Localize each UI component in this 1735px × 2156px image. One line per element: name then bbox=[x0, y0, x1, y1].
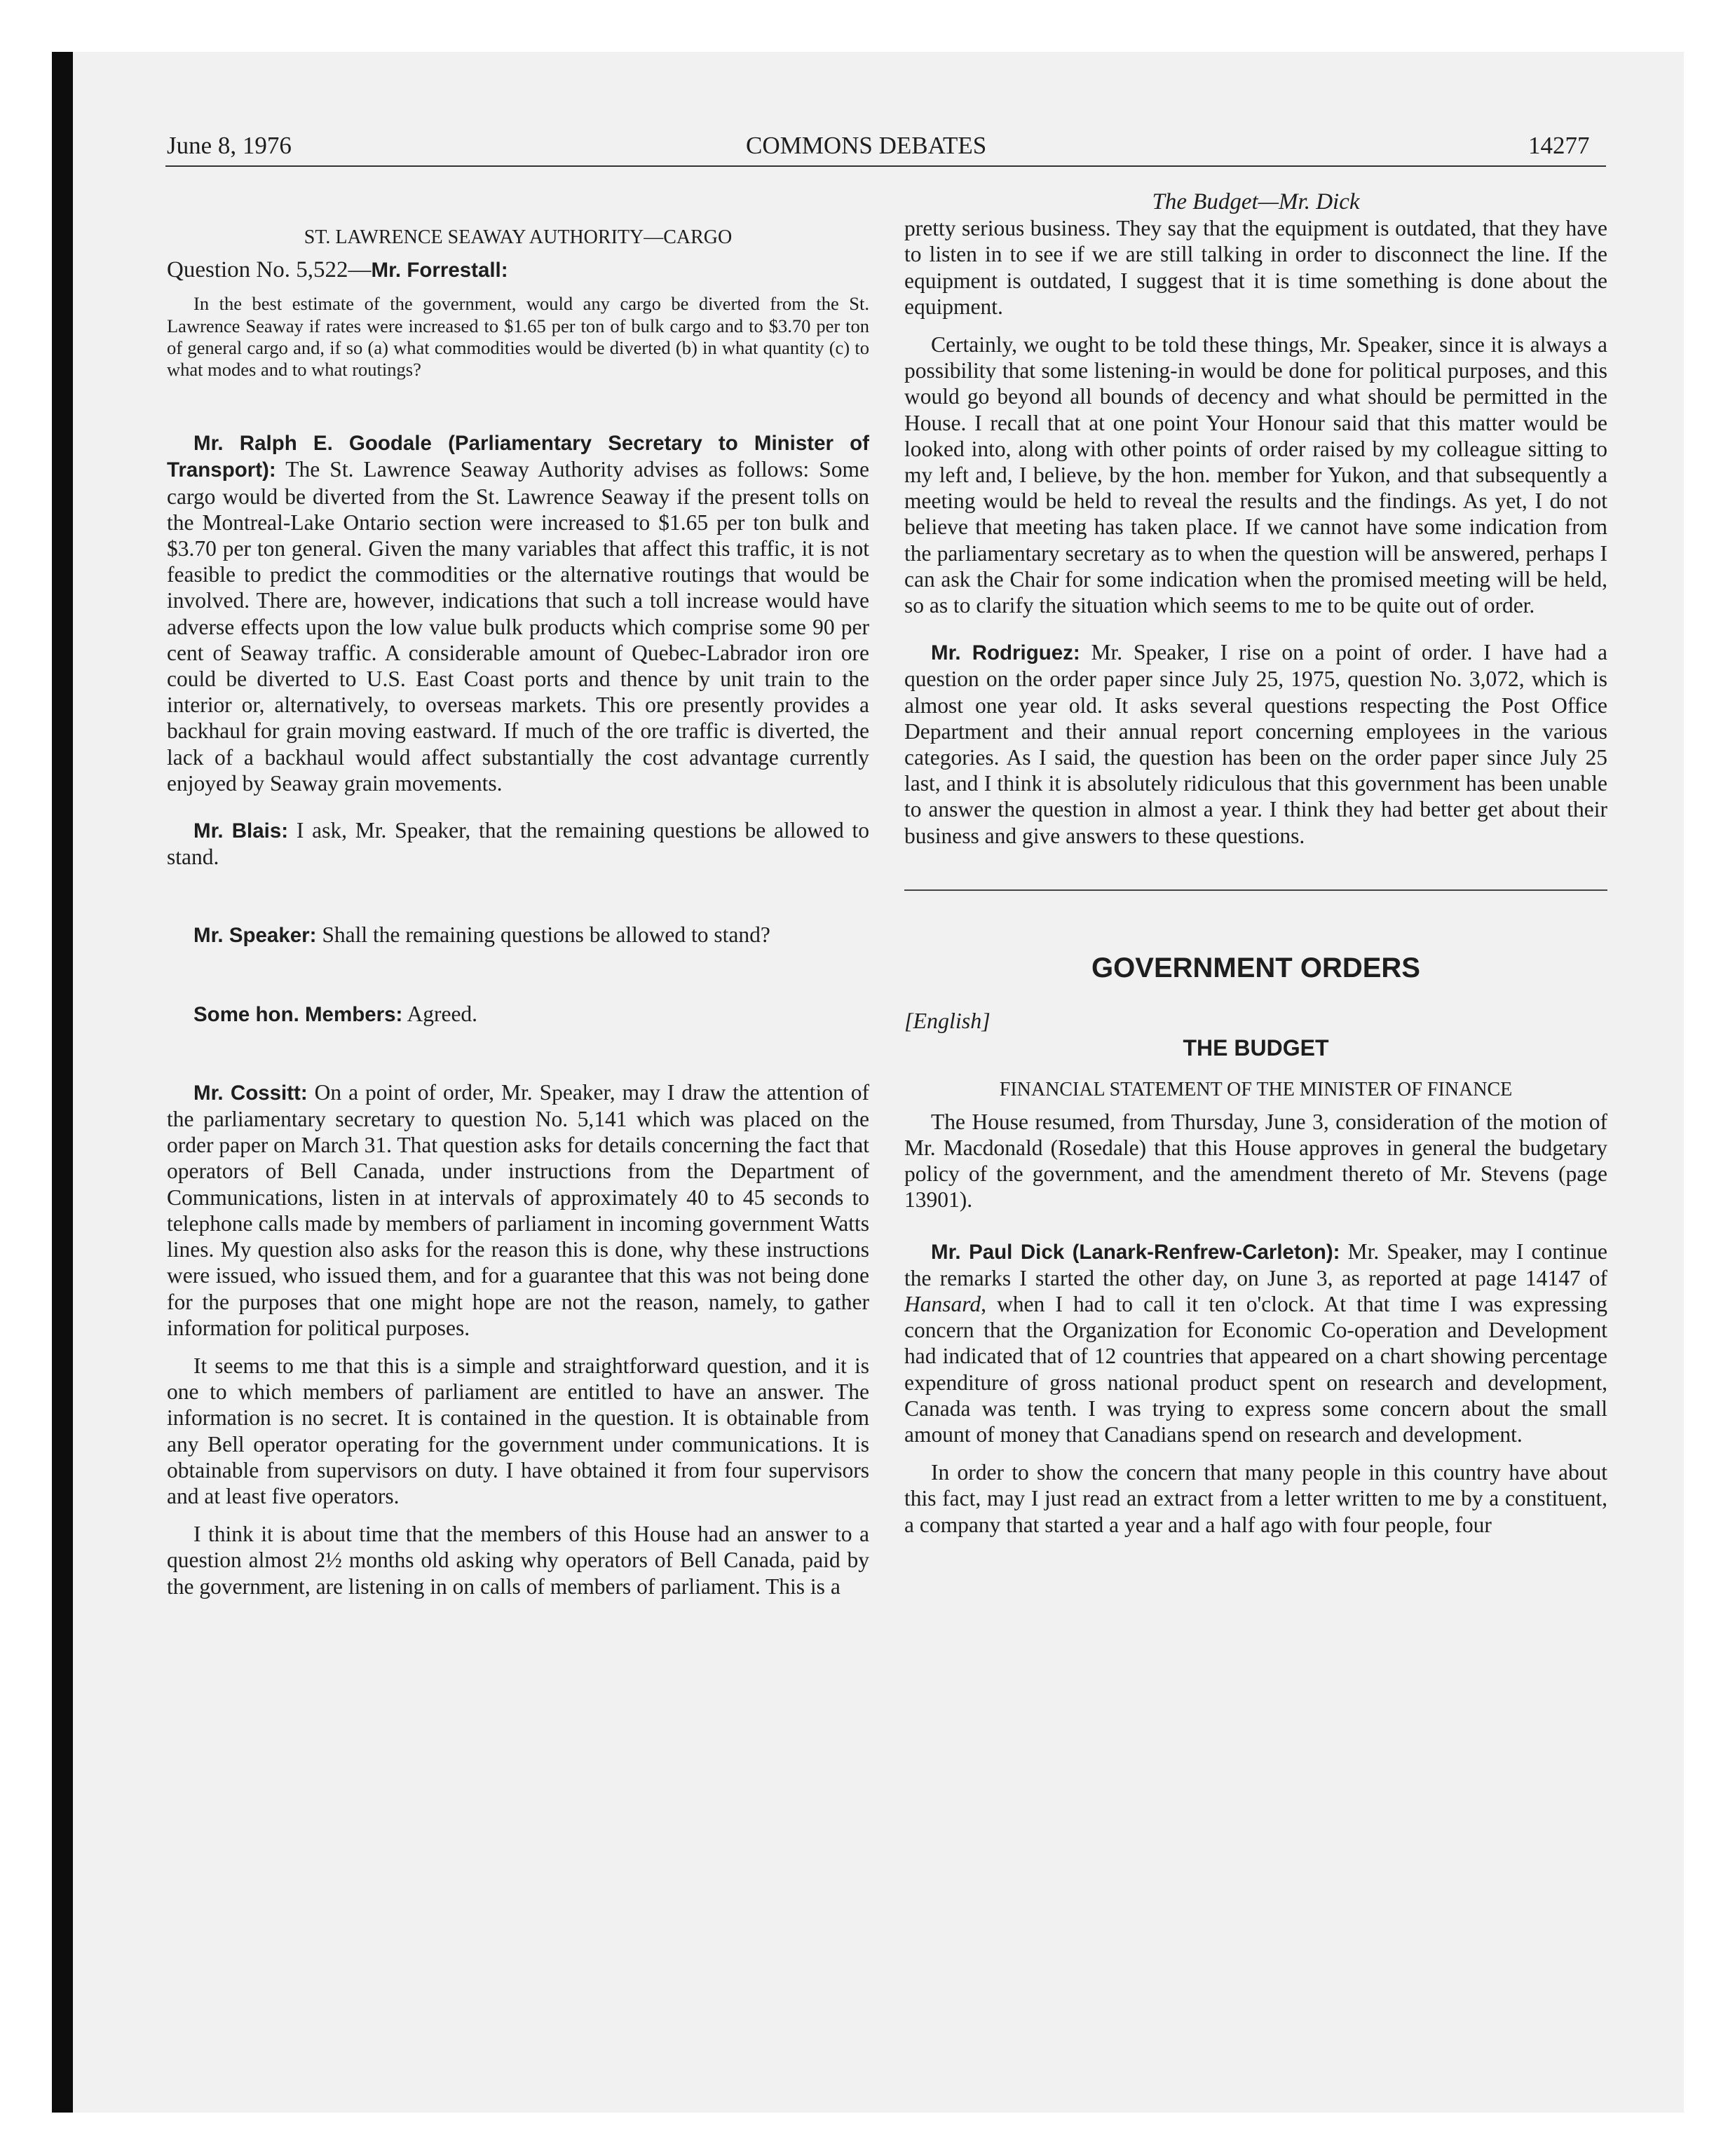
section-divider bbox=[904, 889, 1607, 891]
goodale-paragraph bbox=[167, 430, 869, 796]
continued-paragraph-2: Certainly, we ought to be told these things, Mr. Speaker, since it is always a possibility that some listening-in would be done for political purposes, and this would go beyond all bounds of decency and what should be permitted in the House. I recall that at one point Your Honour said that this matter would be looked into, along with other points of order raised by my colleague sitting to my left and, I believe, by the hon. member for Yukon, and that subsequently a meeting would be held to reveal the results and the findings. As yet, I do not believe that meeting has taken place. If we cannot have some indication from the parliamentary secretary as to when the question will be answered, perhaps I can ask the Chair for some indication when the promised meeting will be held, so as to clarify the situation which seems to me to be quite out of order. bbox=[904, 332, 1607, 618]
dick-text-b: , when I had to call it ten o'clock. At that time I was expressing concern that the Organization for Economic Co-operation and Development had indicated that of 12 countries that appeared on a chart showing percentage expenditure of gross national product spent on research and development, Canada was tenth. I was trying to express some concern about the small amount of money that Canadians spend on research and development. bbox=[904, 1291, 1607, 1447]
speaker-rodriguez: Mr. Rodriguez: bbox=[931, 641, 1080, 665]
speaker-members: Some hon. Members: bbox=[193, 1002, 403, 1026]
question-number: Question No. 5,522— bbox=[167, 257, 372, 283]
speaker-goodale: Mr. Ralph E. Goodale (Parliamentary Secretary to Minister of Transport): bbox=[167, 432, 869, 482]
financial-statement-heading: FINANCIAL STATEMENT OF THE MINISTER OF FINANCE bbox=[999, 1079, 1513, 1101]
question-heading: ST. LAWRENCE SEAWAY AUTHORITY—CARGO bbox=[304, 226, 733, 248]
goodale-text: The St. Lawrence Seaway Authority advises as follows: Some cargo would be diverted from the St. Lawrence Seaway if the present tolls on the Montreal-Lake Ontario section were increased to $1.65 per ton bulk and $3.70 per ton general. Given the many variables that affect this traffic, it is not feasible to predict the commodities or the alternative routings that would be involved. There are, however, indications that such a toll increase would have adverse effects upon the low value bulk products which comprise some 90 per cent of Seaway traffic. A considerable amount of Quebec-Labrador iron ore could be diverted to U.S. East Coast ports and thence by unit train to the interior or, alternatively, to overseas markets. This ore presently provides a backhaul for grain moving eastward. If much of the ore traffic is diverted, the lack of a backhaul would affect substantially the cost advantage currently enjoyed by Seaway grain movements. bbox=[167, 457, 869, 796]
cossitt-paragraph-2: It seems to me that this is a simple and straightforward question, and it is one to which members of parliament are entitled to have an answer. The information is no secret. It is contained in the question. It is obtainable from any Bell operator operating for the government under communications. It is obtainable from supervisors on duty. I have obtained it from four supervisors and at least five operators. bbox=[167, 1353, 869, 1508]
members-paragraph bbox=[167, 1001, 869, 1028]
continued-paragraph: pretty serious business. They say that the equipment is outdated, that they have to listen in to see if we are still talking in order to disconnect the line. If the equipment is outdated, I suggest that it is time something is done about the equipment. bbox=[904, 216, 1607, 319]
blais-text: I ask, Mr. Speaker, that the remaining questions be allowed to stand. bbox=[167, 818, 870, 870]
cossitt-text: On a point of order, Mr. Speaker, may I draw the attention of the parliamentary secretary to question No. 5,141 which was placed on the order paper on March 31. That question asks for details concerning the fact that operators of Bell Canada, under instructions from the Department of Communications, listen in at intervals of approximately 40 to 45 seconds to telephone calls made by members of parliament in incoming government Watts lines. My question also asks for the reason this is done, why these instructions were issued, who issued them, and for a guarantee that this was not being done for the purposes that one might hope are not the reason, namely, to gather information for political purposes. bbox=[167, 1079, 870, 1340]
scan-binding-edge bbox=[52, 52, 73, 2113]
speaker-dick: Mr. Paul Dick (Lanark-Renfrew-Carleton): bbox=[931, 1240, 1340, 1264]
speaker-cossitt: Mr. Cossitt: bbox=[193, 1081, 308, 1105]
header-date: June 8, 1976 bbox=[167, 132, 292, 159]
members-text: Agreed. bbox=[407, 1001, 478, 1026]
dick-text-a: Mr. Speaker, may I continue the remarks I started the other day, on June 3, as reported at page 14147 of bbox=[904, 1239, 1607, 1290]
budget-heading: THE BUDGET bbox=[1183, 1035, 1329, 1061]
blais-paragraph bbox=[167, 817, 869, 870]
language-tag: [English] bbox=[904, 1008, 991, 1034]
cossitt-paragraph bbox=[167, 1079, 869, 1341]
question-text: In the best estimate of the government, would any cargo be diverted from the St. Lawrence Seaway if rates were increased to $1.65 per ton of bulk cargo and to $3.70 per ton of general cargo and, if so (a) what commodities would be diverted (b) in what quantity (c) to what modes and to what routings? bbox=[167, 293, 869, 381]
hansard-reference: Hansard bbox=[904, 1291, 981, 1316]
left-column bbox=[167, 189, 869, 1599]
rodriguez-text: Mr. Speaker, I rise on a point of order. I have had a question on the order paper since July 25, 1975, question No. 3,072, which is almost one year old. It asks several questions respecting the Post Office Department and their annual report concerning employees in the various categories. As I said, the question has been on the order paper since July 25 last, and I think it is absolutely ridiculous that this government has been unable to answer the question in almost a year. I think they had better get about their business and give answers to these questions. bbox=[904, 640, 1608, 848]
header-page-number: 14277 bbox=[1528, 132, 1590, 159]
dick-paragraph-2: In order to show the concern that many people in this country have about this fact, may I just read an extract from a letter written to me by a constituent, a company that started a year and a half ago with four people, four bbox=[904, 1460, 1607, 1537]
dick-paragraph bbox=[904, 1239, 1607, 1448]
header-rule bbox=[165, 165, 1606, 167]
question-label bbox=[167, 257, 869, 283]
speaker-blais: Mr. Blais: bbox=[193, 819, 289, 843]
rodriguez-paragraph bbox=[904, 639, 1607, 849]
question-asker: Mr. Forrestall: bbox=[371, 259, 508, 282]
house-resumed-paragraph: The House resumed, from Thursday, June 3, consideration of the motion of Mr. Macdonald (Rosedale) that this House approves in general the budgetary policy of the government, and the amendment thereto of Mr. Stevens (page 13901). bbox=[904, 1109, 1607, 1213]
header-title: COMMONS DEBATES bbox=[746, 132, 987, 159]
speaker-paragraph bbox=[167, 922, 869, 948]
right-column bbox=[904, 189, 1607, 1538]
running-head: The Budget—Mr. Dick bbox=[1152, 189, 1360, 214]
speaker-text: Shall the remaining questions be allowed to stand? bbox=[322, 922, 770, 948]
speaker-mr-speaker: Mr. Speaker: bbox=[193, 924, 317, 948]
cossitt-paragraph-3: I think it is about time that the members of this House had an answer to a question almost 2½ months old asking why operators of Bell Canada, paid by the government, are listening in on calls of members of parliament. This is a bbox=[167, 1522, 869, 1599]
government-orders-heading: GOVERNMENT ORDERS bbox=[1091, 952, 1420, 983]
